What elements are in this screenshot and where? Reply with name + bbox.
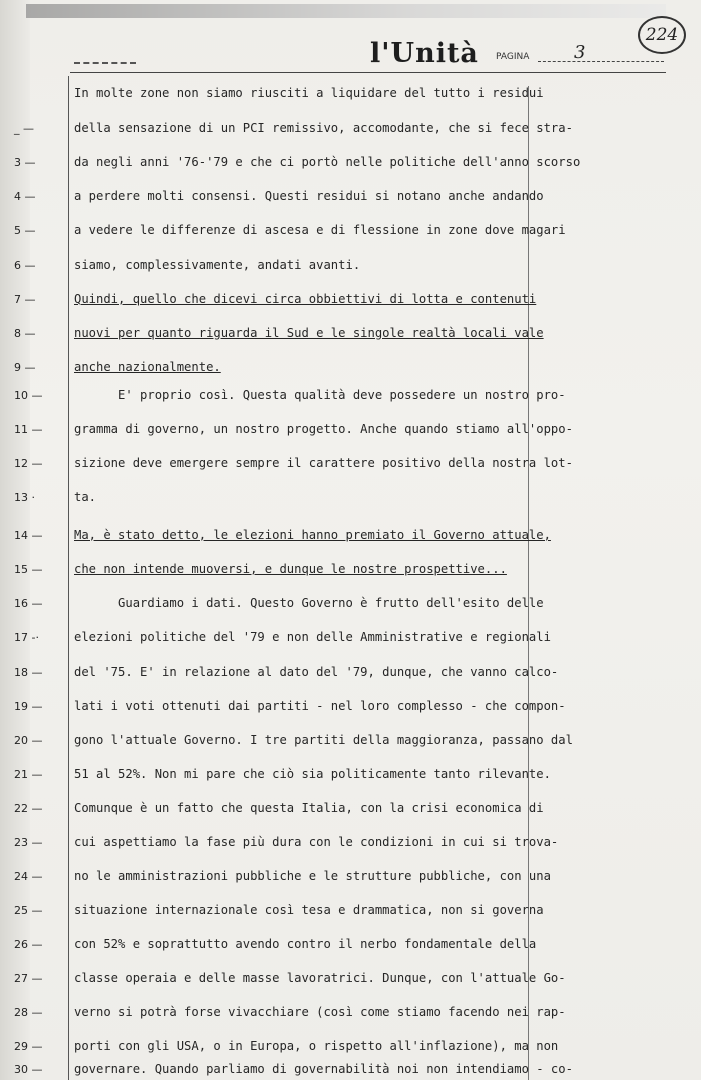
line-number: 30 —	[14, 1063, 43, 1076]
scan-top-edge	[26, 4, 666, 18]
header-rule	[70, 72, 666, 73]
line-number: 14 —	[14, 529, 43, 542]
text-line: 51 al 52%. Non mi pare che ciò sia politicamente tanto rilevante.	[74, 767, 551, 781]
text-line: a perdere molti consensi. Questi residui si notano anche andando	[74, 189, 544, 203]
text-line: Quindi, quello che dicevi circa obbiettivi di lotta e contenuti	[74, 292, 537, 306]
line-number: 23 —	[14, 836, 43, 849]
line-number: 15 —	[14, 563, 43, 576]
text-line: sizione deve emergere sempre il carattere positivo della nostra lot-	[74, 456, 573, 470]
text-line: Guardiamo i dati. Questo Governo è frutto dell'esito delle	[74, 596, 544, 610]
text-line: Comunque è un fatto che questa Italia, con la crisi economica di	[74, 801, 544, 815]
archive-stamp: 224	[638, 16, 686, 54]
line-number: 16 —	[14, 597, 43, 610]
text-line: situazione internazionale così tesa e drammatica, non si governa	[74, 903, 544, 917]
line-number: 21 —	[14, 768, 43, 781]
text-line: elezioni politiche del '79 e non delle Amministrative e regionali	[74, 630, 551, 644]
line-number: 28 —	[14, 1006, 43, 1019]
text-line: che non intende muoversi, e dunque le nostre prospettive...	[74, 562, 507, 576]
text-line: da negli anni '76-'79 e che ci portò nelle politiche dell'anno scorso	[74, 155, 581, 169]
text-line: nuovi per quanto riguarda il Sud e le singole realtà locali vale	[74, 326, 544, 340]
line-number: 24 —	[14, 870, 43, 883]
line-number: _ —	[14, 122, 34, 135]
line-number: 11 —	[14, 423, 43, 436]
text-line: Ma, è stato detto, le elezioni hanno premiato il Governo attuale,	[74, 528, 551, 542]
line-number: 9 —	[14, 361, 36, 374]
text-line: verno si potrà forse vivacchiare (così come stiamo facendo nei rap-	[74, 1005, 566, 1019]
text-line: no le amministrazioni pubbliche e le strutture pubbliche, con una	[74, 869, 551, 883]
pagina-line	[538, 61, 664, 62]
text-line: lati i voti ottenuti dai partiti - nel loro complesso - che compon-	[74, 699, 566, 713]
text-line: porti con gli USA, o in Europa, o rispetto all'inflazione), ma non	[74, 1039, 559, 1053]
line-number: 6 —	[14, 259, 36, 272]
line-number: 19 —	[14, 700, 43, 713]
line-number: 20 —	[14, 734, 43, 747]
left-margin-rule	[68, 76, 69, 1080]
text-line: E' proprio così. Questa qualità deve possedere un nostro pro-	[74, 388, 566, 402]
line-number: 18 —	[14, 666, 43, 679]
header-dash	[74, 62, 136, 64]
line-number: 13 ·	[14, 491, 35, 504]
text-line: In molte zone non siamo riusciti a liquidare del tutto i residui	[74, 86, 544, 100]
text-line: del '75. E' in relazione al dato del '79, dunque, che vanno calco-	[74, 665, 559, 679]
text-line: a vedere le differenze di ascesa e di flessione in zone dove magari	[74, 223, 566, 237]
line-number: 12 —	[14, 457, 43, 470]
line-number: 27 —	[14, 972, 43, 985]
text-line: siamo, complessivamente, andati avanti.	[74, 258, 361, 272]
pagina-number: 3	[574, 42, 586, 63]
line-number: 10 —	[14, 389, 43, 402]
text-line: anche nazionalmente.	[74, 360, 221, 374]
line-number: 8 —	[14, 327, 36, 340]
masthead-logo: l'Unità	[370, 38, 479, 69]
line-number: 7 —	[14, 293, 36, 306]
text-line: governare. Quando parliamo di governabilità noi non intendiamo - co-	[74, 1062, 573, 1076]
line-number: 17 -·	[14, 631, 39, 644]
pagina-label: PAGINA	[496, 52, 530, 62]
line-number: 5 —	[14, 224, 36, 237]
text-line: ta.	[74, 490, 97, 504]
text-line: gono l'attuale Governo. I tre partiti della maggioranza, passano dal	[74, 733, 573, 747]
line-number: 4 —	[14, 190, 36, 203]
text-line: gramma di governo, un nostro progetto. Anche quando stiamo all'oppo-	[74, 422, 573, 436]
text-line: cui aspettiamo la fase più dura con le condizioni in cui si trova-	[74, 835, 559, 849]
line-number: 26 —	[14, 938, 43, 951]
line-number: 22 —	[14, 802, 43, 815]
line-number: 3 —	[14, 156, 36, 169]
line-number: 25 —	[14, 904, 43, 917]
text-line: classe operaia e delle masse lavoratrici. Dunque, con l'attuale Go-	[74, 971, 566, 985]
text-line: con 52% e soprattutto avendo contro il nerbo fondamentale della	[74, 937, 537, 951]
line-number: 29 —	[14, 1040, 43, 1053]
text-line: della sensazione di un PCI remissivo, accomodante, che si fece stra-	[74, 121, 573, 135]
